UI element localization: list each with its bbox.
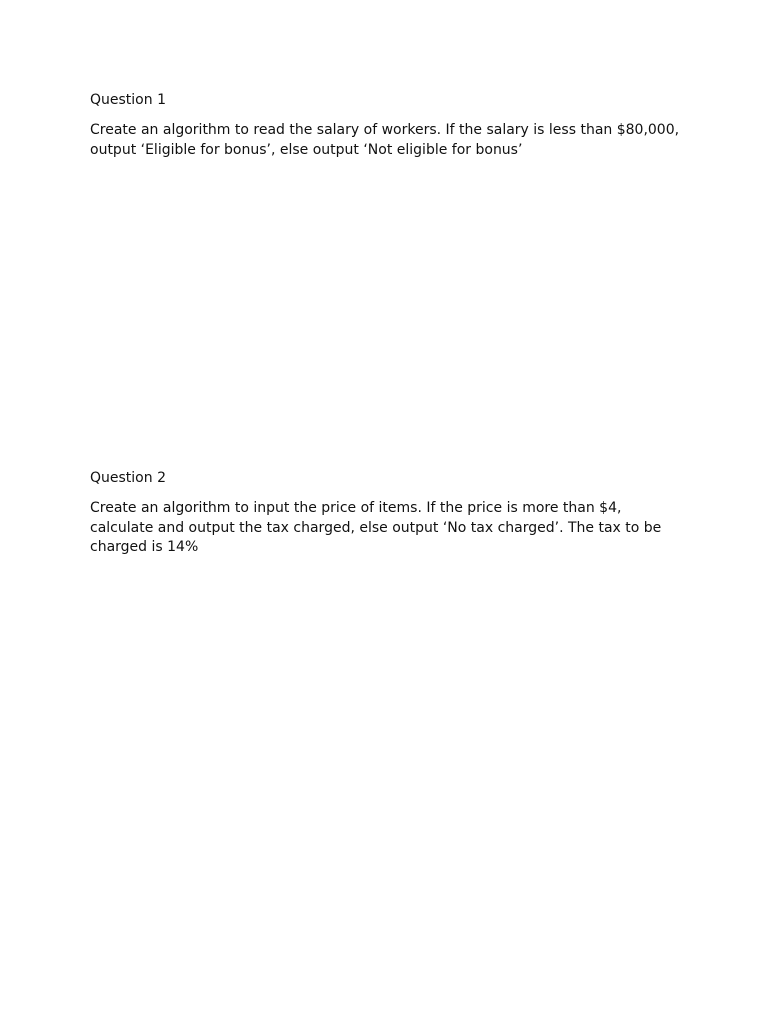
question-2-title: Question 2: [90, 470, 166, 486]
question-1: [90, 91, 680, 160]
question-2: [90, 469, 680, 558]
question-2-body: Create an algorithm to input the price of items. If the price is more than $4, calculate and output the tax charged, else output ‘No tax charged’. The tax to be charged is 14%: [90, 500, 662, 555]
question-1-title: Question 1: [90, 92, 166, 108]
question-1-body: Create an algorithm to read the salary of workers. If the salary is less than $80,000, output ‘Eligible for bonus’, else output ‘Not eligible for bonus’: [90, 122, 680, 158]
